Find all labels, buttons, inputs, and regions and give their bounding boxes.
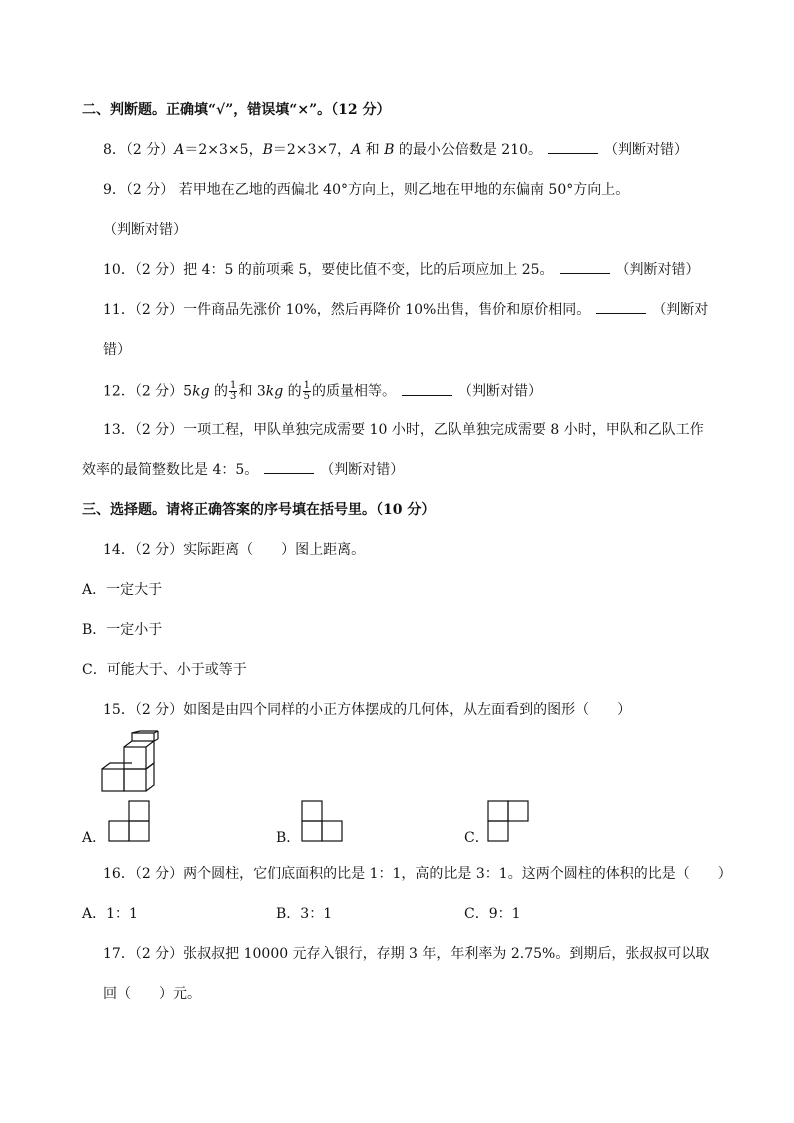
q13-text: 效率的最简整数比是 4：5。 <box>82 462 259 478</box>
q8-he: 和 <box>361 142 385 158</box>
q12-kg-1: kg <box>192 383 210 400</box>
question-10 <box>103 261 700 279</box>
question-9-line-1: 9．（2 分） 若甲地在乙地的西偏北 40°方向上，则乙地在甲地的东偏南 50°方向上。 <box>103 182 630 198</box>
question-13-line-1: 13．（2 分）一项工程，甲队单独完成需要 10 小时，乙队单独完成需要 8 小时，甲队和乙队工作 <box>103 422 704 438</box>
q16-option-b[interactable]: B．3：1 <box>276 906 333 922</box>
q8-b2: B <box>384 142 395 158</box>
q15-option-c-figure <box>487 800 529 842</box>
q11-tail: （判断对 <box>652 302 709 318</box>
question-11-line-1 <box>103 301 708 319</box>
q12-rest: 的质量相等。 <box>312 383 397 400</box>
question-17-line-1: 17．（2 分）张叔叔把 10000 元存入银行，存期 3 年，年利率为 2.75%。到期后，张叔叔可以取 <box>103 946 710 962</box>
q12-prefix: 12．（2 分）5 <box>103 383 193 400</box>
q12-de-1: 的 <box>209 383 228 400</box>
answer-blank[interactable] <box>402 383 452 396</box>
question-9-line-2: （判断对错） <box>103 222 187 238</box>
question-12 <box>103 381 542 402</box>
q8-tail: （判断对错） <box>604 142 689 158</box>
section-3-heading: 三、选择题。请将正确答案的序号填在括号里。（10 分） <box>82 502 436 518</box>
q12-he: 和 3 <box>238 383 266 400</box>
answer-blank[interactable] <box>596 301 646 314</box>
answer-blank[interactable] <box>560 261 610 274</box>
q15-option-b[interactable]: B． <box>276 830 301 846</box>
q15-option-c[interactable]: C． <box>464 830 489 846</box>
answer-blank[interactable] <box>548 141 598 154</box>
fraction-one-fifth <box>303 381 311 402</box>
q15-option-a-figure <box>108 800 150 842</box>
q14-option-c[interactable]: C．可能大于、小于或等于 <box>82 662 247 678</box>
q8-a2: A <box>351 142 362 158</box>
question-17-line-2: 回（ ）元。 <box>103 986 201 1002</box>
q10-text: 10．（2 分）把 4：5 的前项乘 5，要使比值不变，比的后项应加上 25。 <box>103 262 554 278</box>
q14-option-a[interactable]: A．一定大于 <box>82 582 163 598</box>
question-15: 15．（2 分）如图是由四个同样的小正方体摆成的几何体，从左面看到的图形（ ） <box>103 702 632 718</box>
answer-blank[interactable] <box>264 461 314 474</box>
q8-a-symbol: A <box>174 142 185 158</box>
q15-option-b-figure <box>301 800 343 842</box>
cube-stack-figure <box>100 731 160 793</box>
q8-b-value: ＝2×3×7， <box>272 142 352 158</box>
q10-tail: （判断对错） <box>615 262 700 278</box>
fraction-numerator: 1 <box>303 380 311 391</box>
q13-tail: （判断对错） <box>320 462 405 478</box>
fraction-denominator: 5 <box>303 391 311 402</box>
fraction-one-third <box>229 381 237 402</box>
q16-option-c[interactable]: C．9：1 <box>464 906 521 922</box>
question-16: 16．（2 分）两个圆柱，它们底面积的比是 1：1，高的比是 3：1。这两个圆柱的体积的比是（ ） <box>103 866 732 882</box>
q12-tail: （判断对错） <box>458 383 543 400</box>
q14-option-b[interactable]: B．一定小于 <box>82 622 163 638</box>
q12-kg-2: kg <box>265 383 284 400</box>
q16-option-a[interactable]: A．1：1 <box>82 906 138 922</box>
fraction-numerator: 1 <box>230 380 237 391</box>
question-14: 14．（2 分）实际距离（ ）图上距离。 <box>103 542 366 558</box>
question-8 <box>103 141 688 159</box>
fraction-denominator: 3 <box>230 391 237 402</box>
section-2-heading: 二、判断题。正确填“√”，错误填“×”。（12 分） <box>82 102 391 118</box>
q11-text: 11．（2 分）一件商品先涨价 10%，然后再降价 10%出售，售价和原价相同。 <box>103 302 591 318</box>
q15-option-a[interactable]: A． <box>82 830 107 846</box>
question-11-line-2: 错） <box>103 342 131 358</box>
q8-a-value: ＝2×3×5， <box>184 142 263 158</box>
q8-rest: 的最小公倍数是 210。 <box>394 142 543 158</box>
q8-number: 8．（2 分） <box>103 142 175 158</box>
q12-de-2: 的 <box>283 383 302 400</box>
question-13-line-2 <box>82 461 404 479</box>
q8-b-symbol: B <box>262 142 273 158</box>
